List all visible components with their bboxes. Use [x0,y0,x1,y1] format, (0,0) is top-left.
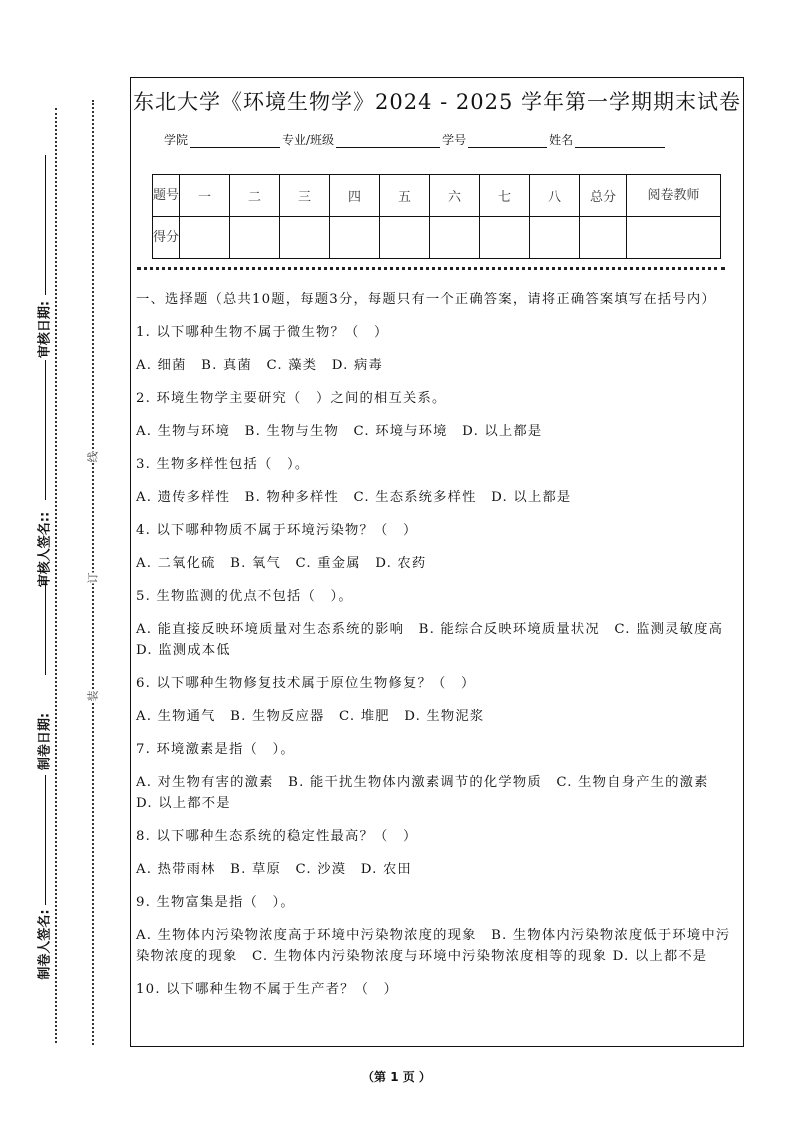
score-cell-total[interactable] [580,217,627,259]
score-header: 得分 [153,217,180,259]
score-table [152,174,721,259]
review-date-line [45,155,46,295]
score-cell-7[interactable] [480,217,530,259]
question-5: 5. 生物监测的优点不包括（ ）。 [136,589,353,604]
review-date-label: 审核日期: [37,300,53,359]
score-cell-4[interactable] [330,217,380,259]
col-3: 三 [280,175,330,217]
college-field[interactable] [190,133,280,148]
question-3-options: A. 遗传多样性 B. 物种多样性 C. 生态系统多样性 D. 以上都是 [136,490,572,505]
score-cell-teacher[interactable] [627,217,721,259]
paper-date-line [45,580,46,675]
question-2-options: A. 生物与环境 B. 生物与生物 C. 环境与环境 D. 以上都是 [136,424,543,439]
question-5-options: A. 能直接反映环境质量对生态系统的影响 B. 能综合反映环境质量状况 C. 监测灵敏度高 D. 监测成本低 [136,622,738,658]
col-5: 五 [380,175,430,217]
score-row [153,217,721,259]
question-7-options: A. 对生物有害的激素 B. 能干扰生物体内激素调节的化学物质 C. 生物自身产生的激素 D. 以上都不是 [136,775,724,811]
exam-frame [130,77,744,1047]
question-8: 8. 以下哪种生态系统的稳定性最高？（ ） [136,829,418,844]
name-label: 姓名 [549,133,574,147]
paper-maker-signature-label: 制卷人签名: [37,909,53,980]
col-1: 一 [180,175,230,217]
binding-char-line: 线 [86,451,100,463]
major-class-label: 专业/班级 [282,133,335,147]
question-section [136,289,739,1012]
question-number-row [153,175,721,217]
score-cell-6[interactable] [430,217,480,259]
paper-date-label: 制卷日期: [37,712,53,771]
exam-title: 东北大学《环境生物学》2024 - 2025 学年第一学期期末试卷 [132,90,741,114]
question-1-options: A. 细菌 B. 真菌 C. 藻类 D. 病毒 [136,358,383,373]
score-cell-1[interactable] [180,217,230,259]
question-4-options: A. 二氧化硫 B. 氧气 C. 重金属 D. 农药 [136,556,427,571]
student-id-label: 学号 [442,133,467,147]
question-6: 6. 以下哪种生物修复技术属于原位生物修复？（ ） [136,676,476,691]
score-cell-3[interactable] [280,217,330,259]
question-9-options: A. 生物体内污染物浓度高于环境中污染物浓度的现象 B. 生物体内污染物浓度低于环境中污染物浓度的现象 C. 生物体内污染物浓度与环境中污染物浓度相等的现象 D. 以上都不是 [136,928,731,964]
reviewer-signature-label: 审核人签名:: [37,511,53,588]
col-2: 二 [230,175,280,217]
col-7: 七 [480,175,530,217]
question-3: 3. 生物多样性包括（ ）。 [136,457,310,472]
paper-maker-signature-line [45,775,46,905]
dotted-separator [137,267,725,270]
score-cell-5[interactable] [380,217,430,259]
question-10: 10. 以下哪种生物不属于生产者？（ ） [136,982,399,997]
binding-char-bind: 订 [86,572,100,584]
question-number-header: 题号 [153,175,180,217]
question-8-options: A. 热带雨林 B. 草原 C. 沙漠 D. 农田 [136,862,412,877]
outer-dotted-line [55,108,57,1043]
question-7: 7. 环境激素是指（ ）。 [136,742,295,757]
reviewer-signature-line [45,360,46,500]
major-class-field[interactable] [336,133,440,148]
page-number: （第 1 页 ） [362,1070,431,1084]
score-cell-8[interactable] [530,217,580,259]
question-9: 9. 生物富集是指（ ）。 [136,895,295,910]
question-1: 1. 以下哪种生物不属于微生物？（ ） [136,325,389,340]
question-2: 2. 环境生物学主要研究（ ）之间的相互关系。 [136,391,447,406]
question-6-options: A. 生物通气 B. 生物反应器 C. 堆肥 D. 生物泥浆 [136,709,485,724]
score-cell-2[interactable] [230,217,280,259]
section-heading: 一、选择题（总共10题，每题3分，每题只有一个正确答案，请将正确答案填写在括号内） [136,292,716,307]
binding-char-pack: 装 [86,690,100,702]
student-id-field[interactable] [468,133,547,148]
total-header: 总分 [580,175,627,217]
question-4: 4. 以下哪种物质不属于环境污染物？（ ） [136,523,418,538]
col-8: 八 [530,175,580,217]
name-field[interactable] [575,133,665,148]
teacher-header: 阅卷教师 [627,175,721,217]
student-info-line [164,131,667,148]
col-6: 六 [430,175,480,217]
college-label: 学院 [164,133,189,147]
col-4: 四 [330,175,380,217]
